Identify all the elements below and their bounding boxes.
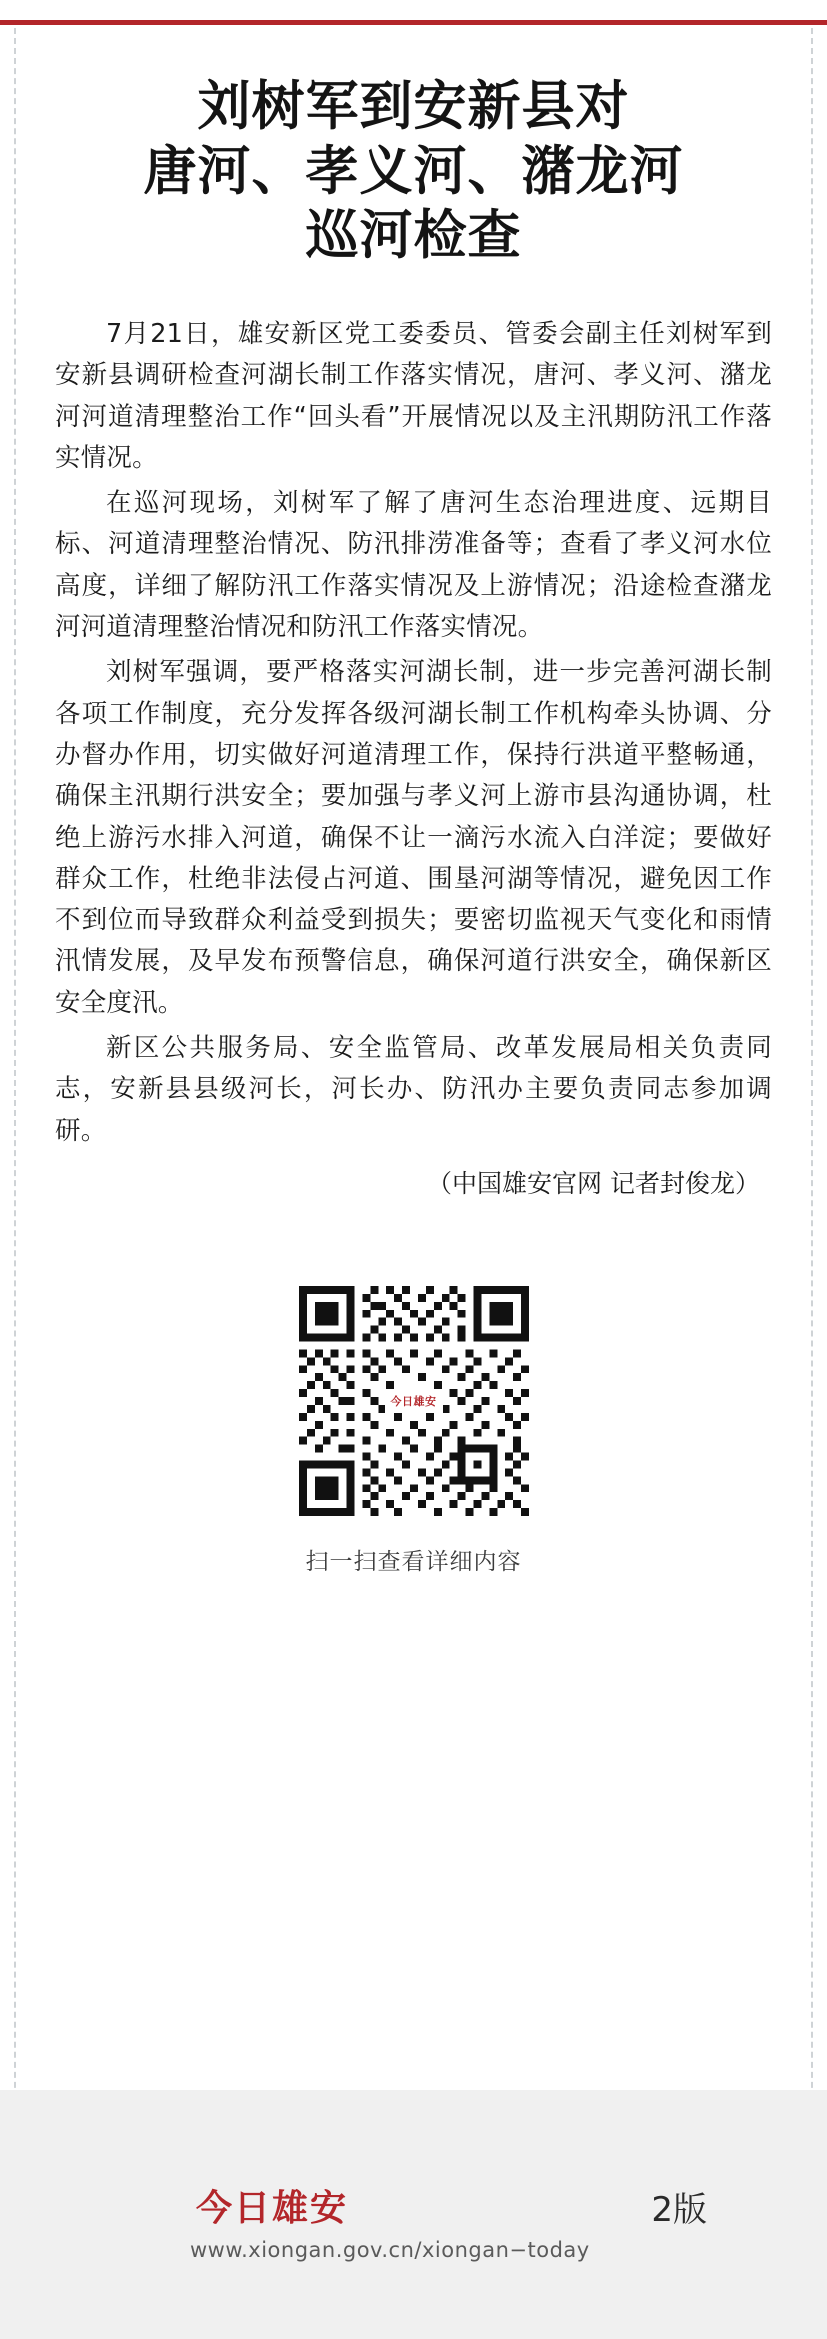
footer-brand-logo: 今日雄安	[196, 2187, 349, 2229]
article-body	[55, 314, 772, 1200]
page-title	[55, 0, 772, 268]
headline-line-3: 巡河检查	[305, 204, 522, 267]
qr-code-block	[55, 1286, 772, 1576]
qr-code[interactable]	[299, 1286, 529, 1516]
footer-url[interactable]: www.xiongan.gov.cn/xiongan−today	[190, 2238, 590, 2262]
footer-page-number: 2版	[651, 2190, 707, 2230]
footer-spacer	[55, 1576, 772, 1696]
article-paragraph: 7月21日，雄安新区党工委委员、管委会副主任刘树军到安新县调研检查河湖长制工作落实情况，唐河、孝义河、潴龙河河道清理整治工作“回头看”开展情况以及主汛期防汛工作落实情况。	[55, 318, 772, 473]
page-footer	[0, 2090, 827, 2339]
article-paragraph: 在巡河现场，刘树军了解了唐河生态治理进度、远期目标、河道清理整治情况、防汛排涝准备等；查看了孝义河水位高度，详细了解防汛工作落实情况及上游情况；沿途检查潴龙河河道清理整治情况和防汛工作落实情况。	[55, 488, 772, 643]
headline-line-2: 唐河、孝义河、潴龙河	[143, 139, 684, 202]
article-paragraph: 刘树军强调，要严格落实河湖长制，进一步完善河湖长制各项工作制度，充分发挥各级河湖长制工作机构牵头协调、分办督办作用，切实做好河道清理工作，保持行洪道平整畅通，确保主汛期行洪安全；要加强与孝义河上游市县沟通协调，杜绝上游污水排入河道，确保不让一滴污水流入白洋淀；要做好群众工作，杜绝非法侵占河道、围垦河湖等情况，避免因工作不到位而导致群众利益受到损失；要密切监视天气变化和雨情汛情发展，及早发布预警信息，确保河道行洪安全，确保新区安全度汛。	[55, 657, 772, 1018]
article-paragraph: 新区公共服务局、安全监管局、改革发展局相关负责同志，安新县县级河长，河长办、防汛办主要负责同志参加调研。	[55, 1033, 772, 1146]
qr-caption: 扫一扫查看详细内容	[305, 1548, 522, 1575]
headline-line-1: 刘树军到安新县对	[197, 75, 630, 137]
qr-center-logo-label: 今日雄安	[385, 1389, 443, 1413]
article-byline: （中国雄安官网 记者封俊龙）	[427, 1168, 760, 1198]
